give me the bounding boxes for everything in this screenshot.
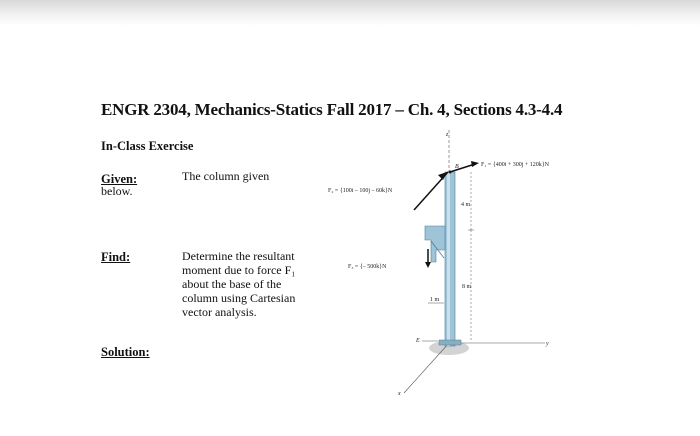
x-axis: [404, 343, 449, 393]
column-highlight: [447, 172, 450, 346]
given-label: Given:: [101, 172, 138, 186]
f1-arrowhead: [471, 161, 479, 167]
point-e-label: E: [416, 338, 420, 344]
find-line: vector analysis.: [182, 305, 257, 319]
solution-label: Solution:: [101, 345, 150, 359]
exercise-heading: In-Class Exercise: [101, 139, 194, 153]
f3-label: F₃ = {– 500k}N: [348, 264, 387, 270]
find-line: moment due to force F₁: [182, 263, 296, 277]
page-title: ENGR 2304, Mechanics-Statics Fall 2017 – Ch. 4, Sections 4.3-4.4: [101, 100, 563, 119]
base-plate: [439, 340, 461, 345]
find-line: column using Cartesian: [182, 291, 296, 305]
point-b-label: B: [455, 164, 459, 170]
f1-label: F₁ = {400i + 300j + 120k}N: [481, 162, 550, 168]
find-label: Find:: [101, 250, 131, 264]
dim-8m-label: 8 m: [462, 284, 472, 290]
find-line: about the base of the: [182, 277, 282, 291]
x-axis-label: x: [398, 391, 401, 397]
dim-4m-label: 4 m: [461, 202, 471, 208]
f1-arrow-shaft: [450, 164, 475, 172]
z-axis-label: z: [446, 132, 449, 138]
f2-label: F₂ = {100i – 100j – 60k}N: [328, 188, 393, 194]
f3-arrowhead: [425, 262, 431, 268]
y-axis-label: y: [546, 341, 549, 347]
given-label-continuation: below.: [101, 184, 133, 198]
find-line: Determine the resultant: [182, 249, 295, 263]
dim-1m-label: 1 m: [430, 297, 440, 303]
given-text: The column given: [182, 169, 270, 183]
